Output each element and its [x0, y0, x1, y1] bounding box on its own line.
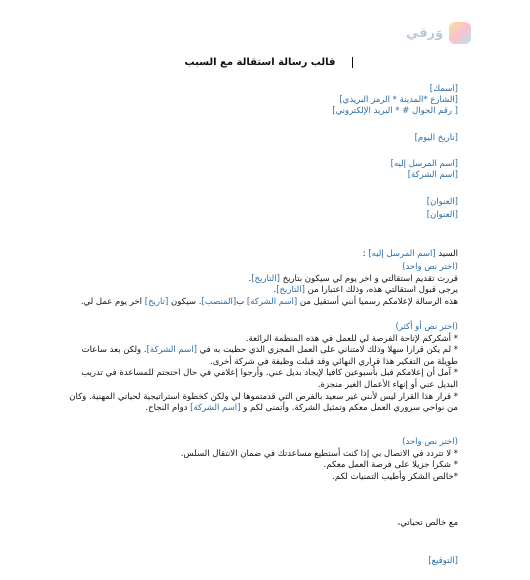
section-1	[63, 262, 458, 308]
section-1-header: (اختر نص واحد)	[402, 262, 458, 272]
section-2-bullet-3: * آمل أن إعلامكم قبل بأسبوعين كافيا لإيجاد بديل عني. وأرجوا إعلامي في حال احتجتم للمساعدة في تدريب البديل عني أو إنهاء الأعمال الغير منجزة.	[81, 368, 458, 390]
sender-contact[interactable]: [ رقم الجوال # * البريد الإلكتروني]	[332, 106, 458, 116]
signature-field[interactable]: [التوقيع]	[428, 556, 458, 566]
section-1-line-1: قررت تقديم استقالتي و اخر يوم لي سيكون بتاريخ [التاريخ].	[248, 273, 458, 284]
salutation	[363, 249, 458, 260]
sender-name[interactable]: [اسمك]	[429, 84, 458, 94]
sender-address[interactable]: [الشارع *المدينة * الرمز البريدي]	[339, 95, 458, 105]
section-2-bullet-2: * لم يكن قرارا سهلا وذلك لامتناني على العمل المجزي الذي حظيت به في [اسم الشركة]. ولكن بعد ساعات طويلة من التفكير هذا قراري النهائي وقد قبلت وظيفة في شركة أخرى.	[81, 345, 458, 367]
section-2-bullet-4: * قرار هذا القرار ليس لأنني غير سعيد بالفرص التي قدمتموها لي ولكن كخطوة استراتيجية لحياتي المهنية. وكان من نواحي سروري العمل معكم وتمثيل الشركة. وأتمنى لكم و [اسم الشركة] دوام النجاح.	[69, 391, 458, 414]
logo-text: وَرقي	[406, 25, 444, 41]
salutation-suffix: :	[362, 249, 369, 259]
section-2	[63, 322, 458, 415]
salutation-name[interactable]: [اسم المرسل إليه]	[368, 249, 436, 259]
recipient-name[interactable]: [اسم المرسل إليه]	[390, 159, 458, 169]
date-field[interactable]: [تاريخ اليوم]	[414, 133, 458, 143]
logo-mark-icon	[449, 22, 471, 44]
section-3-bullet-3: *خالص الشكر وأطيب التمنيات لكم.	[332, 471, 458, 482]
section-3-bullet-2: * شكرا جزيلا على فرصة العمل معكم.	[323, 460, 458, 471]
section-1-line-3: هذه الرسالة لإعلامكم رسميا أنني أستقيل من [اسم الشركة] ب[المنصب]. سيكون [تاريخ] اخر يوم عمل لي.	[80, 296, 458, 307]
section-3	[63, 437, 458, 483]
recipient-company[interactable]: [اسم الشركة]	[407, 170, 458, 180]
section-3-header: (اختر نص واحد)	[402, 437, 458, 447]
wariqi-logo	[406, 22, 471, 44]
closing: مع خالص تحياتي،	[397, 518, 458, 528]
section-2-bullet-1: * أشكركم لإتاحة الفرصة لي للعمل في هذه المنظمة الرائعة.	[245, 333, 458, 344]
recipient-address-1[interactable]: [العنوان]	[426, 197, 458, 207]
salutation-prefix: السيد	[435, 249, 458, 259]
section-3-bullet-1: * لا تتردد في الاتصال بي إذا كنت أستطيع مساعدتك في ضمان الانتقال السلس.	[180, 448, 458, 459]
recipient-address-2[interactable]: [العنوان]	[426, 210, 458, 220]
document-title: قالب رسالة استقالة مع السبب	[170, 57, 353, 68]
section-1-line-2: يرجى قبول استقالتي هذه، وذلك اعتبارا من [التاريخ].	[273, 285, 458, 296]
section-2-header: (اختر نص أو أكثر)	[395, 322, 458, 332]
